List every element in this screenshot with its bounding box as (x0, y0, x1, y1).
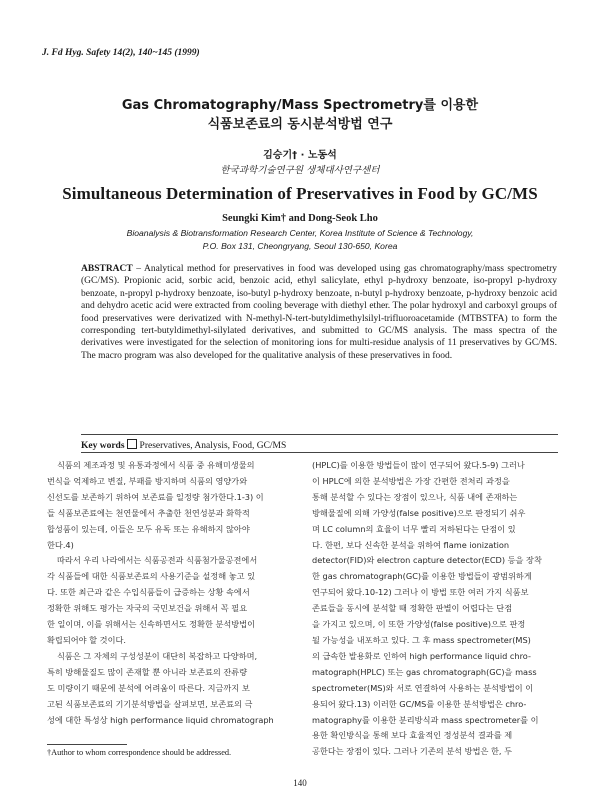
body-text-line: 따라서 우리 나라에서는 식품공전과 식품첨가물공전에서 (57, 555, 258, 566)
body-text-line: 한다.4) (47, 539, 74, 550)
body-text-line: 의 급속한 발용화로 인하여 high performance liquid chro- (312, 650, 531, 661)
body-text-line: detector(FID)와 electron capture detector(ECD) 등을 장착 (312, 555, 542, 566)
body-text-line: 통해 분석할 수 있다는 장점이 있으나, 식품 내에 존재하는 (312, 491, 518, 502)
body-text-line: 연구되어 왔다.10-12) 그러나 이 방법 또한 여러 가지 식품보 (312, 587, 529, 598)
body-text-line: 고된 식품보존료의 기기분석방법을 살펴보면, 보존료의 극 (47, 698, 253, 709)
body-text-line: spectrometer(MS)와 서로 연결하여 사용하는 분석방법이 이 (312, 682, 534, 693)
keywords-label: Key words (81, 441, 125, 451)
body-text-line: 다. 한편, 보다 신속한 분석을 위하여 flame ionization (312, 539, 510, 550)
body-text-line: 신선도를 보존하기 위하여 보존료를 일정량 첨가한다.1-3) 이 (47, 491, 264, 502)
body-text-line: (HPLC)를 이용한 방법들이 많이 연구되어 왔다.5-9) 그러나 (312, 460, 525, 470)
keywords (81, 439, 286, 451)
korean-title-line-1: Gas Chromatography/Mass Spectrometry를 이용한 (121, 98, 479, 113)
body-text-line: 식품의 제조과정 및 유통과정에서 식품 중 유해미생물의 (57, 460, 255, 470)
footnote-rule (47, 744, 127, 745)
abstract-label: ABSTRACT (81, 264, 133, 274)
body-text-line: 다. 또한 최근과 같은 수입식품들이 급증하는 상황 속에서 (47, 587, 250, 598)
body-text-line: 존료들을 동시에 분석할 때 정확한 판별이 어렵다는 단점 (312, 603, 513, 614)
english-affiliation-line-1: Bioanalysis & Biotransformation Research Center, Korea Institute of Science & Technology, (126, 228, 474, 238)
body-text-line: 도 미량이기 때문에 분석에 어려움이 따른다. 지금까지 보 (47, 682, 250, 693)
body-text-line: 특히 방해물질도 많이 존재할 뿐 아니라 보존료의 잔류량 (47, 666, 248, 677)
keywords-rule-bottom (81, 452, 558, 453)
journal-citation: J. Fd Hyg. Safety 14(2), 140~145 (1999) (42, 48, 200, 58)
body-left-column (47, 458, 291, 728)
checkbox-icon (127, 439, 137, 449)
abstract-text: – Analytical method for preservatives in food was developed using gas chromatography/mass spectrometry (GC/MS). Propionic acid, sorbic acid, benzoic acid, ethyl salicylate, ethyl p-hydroxy benzoate, iso-propyl p-hydroxy benzoate, n-propyl p-hydroxy benzoate, iso-butyl p-hydroxy benzoate, n-butyl p-hydroxy benzoate, p-hydroxy benzoic acid and dehydro acetic acid were extracted from cooling beverage with diethyl ether. The polar hydroxyl and carboxyl groups of food preservatives were derivatized with N-methyl-N-tert-butyldimethylsilyl-trifluoroacetamide (MTBSTFA) to form the corresponding tert-butyldimethyl-silylated derivatives, and submitted to GC/MS analysis. The mass spectra of the derivatives were investigated for the selection of monitoring ions for multi-residue analysis of 11 preservatives by GC/MS. The macro program was also developed for the qualitative analysis of these preservatives in food. (81, 264, 557, 361)
korean-affiliation: 한국과학기술연구원 생체대사연구센터 (220, 165, 380, 176)
body-text-line: 용한 확인방식을 통해 보다 효율적인 정성분석 결과를 제 (312, 730, 513, 741)
body-text-line: 될 가능성을 내포하고 있다. 그 후 mass spectrometer(MS) (312, 634, 531, 645)
english-authors: Seungki Kim† and Dong-Seok Lho (222, 213, 378, 224)
page-number: 140 (293, 778, 307, 788)
keywords-text: Preservatives, Analysis, Food, GC/MS (139, 441, 287, 451)
body-text-line: 을 가지고 있으며, 이 또한 가양성(false positive)으로 판정 (312, 619, 526, 630)
body-text-line: 합성품이 있는데, 이들은 모두 유독 또는 유해하지 않아야 (47, 523, 250, 534)
keywords-rule-top (81, 434, 558, 435)
body-text-line: matography를 이용한 분리방식과 mass spectrometer를 이 (312, 714, 539, 725)
body-text-line: 한 gas chromatograph(GC)를 이용한 방법들이 광범위하게 (312, 571, 532, 582)
korean-title-line-2: 식품보존료의 동시분석방법 연구 (207, 117, 393, 132)
body-text-line: 식품은 그 자체의 구성성분이 대단히 복잡하고 다양하며, (57, 650, 258, 661)
body-text-line: 각 식품들에 대한 식품보존료의 사용기준을 설정해 놓고 있 (47, 571, 256, 582)
body-text-line: 방해물질에 의해 가양성(false positive)으로 판정되기 쉬우 (312, 507, 526, 518)
body-text-line: 용되어 왔다.13) 이러한 GC/MS를 이용한 분석방법은 chro- (312, 698, 527, 709)
body-text-line: 정확한 위해도 평가는 자국의 국민보건을 위해서 꼭 필요 (47, 603, 248, 614)
body-text-line: 이 HPLC에 의한 분석방법은 가장 간편한 전처리 과정을 (312, 475, 510, 486)
english-affiliation-line-2: P.O. Box 131, Cheongryang, Seoul 130-650, Korea (202, 241, 398, 251)
footnote: †Author to whom correspondence should be addressed. (47, 748, 232, 757)
body-text-line: matograph(HPLC) 또는 gas chromatograph(GC)을 mass (312, 666, 537, 677)
abstract (81, 263, 557, 362)
body-text-line: 확립되어야 할 것이다. (47, 634, 126, 645)
body-text-line: 들 식품보존료에는 천연물에서 추출한 천연성분과 화학적 (47, 507, 250, 518)
body-text-line: 한 일이며, 이를 위해서는 신속하면서도 정확한 분석방법이 (47, 619, 256, 630)
body-text-line: 번식을 억제하고 변질, 부패를 방지하며 식품의 영양가와 (47, 475, 248, 486)
english-title: Simultaneous Determination of Preservatives in Food by GC/MS (62, 184, 538, 203)
body-text-line: 공한다는 장점이 있다. 그러나 기존의 분석 방법은 한, 두 (312, 746, 513, 757)
korean-authors: 김승기† · 노동석 (263, 150, 337, 161)
body-text-line: 며 LC column의 효율이 너무 빨리 저하된다는 단점이 있 (312, 523, 516, 534)
body-text-line: 성에 대한 특성상 high performance liquid chromatograph (47, 714, 274, 725)
body-right-column (312, 458, 556, 760)
